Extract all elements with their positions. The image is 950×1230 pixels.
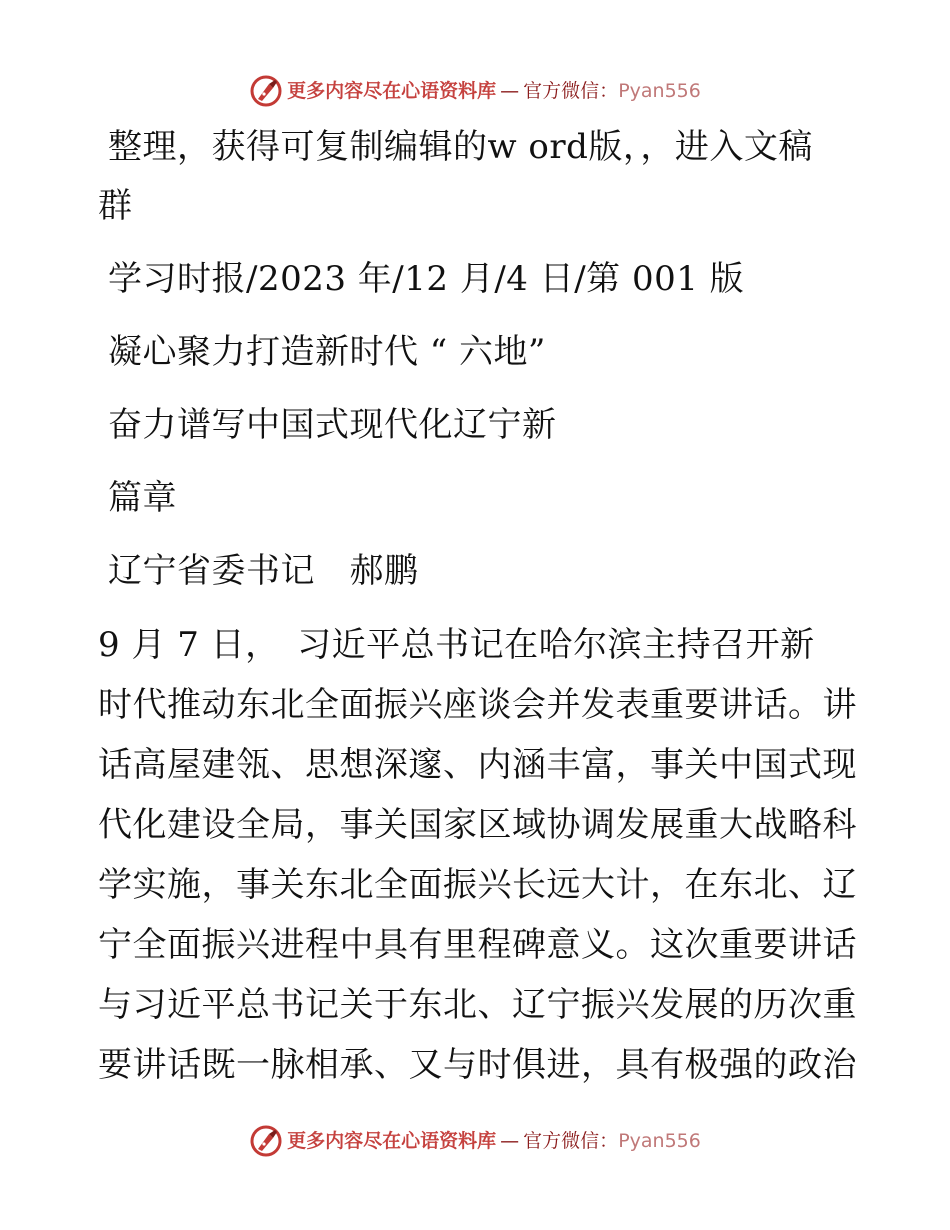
pen-nib-logo-icon	[249, 74, 283, 108]
footer-banner	[0, 1121, 950, 1161]
body-line: 代化建设全局，事关国家区域协调发展重大战略科	[98, 805, 857, 845]
note-line-2: 群	[98, 186, 133, 226]
body-line: 要讲话既一脉相承、又与时俱进，具有极强的政治	[98, 1045, 857, 1085]
body-line: 与习近平总书记关于东北、辽宁振兴发展的历次重	[98, 985, 857, 1025]
body-line: 9 月 7 日， 习近平总书记在哈尔滨主持召开新	[98, 625, 815, 665]
footer-site-text: 更多内容尽在心语资料库	[287, 1129, 497, 1152]
document-content	[98, 118, 858, 1095]
banner-separator: —	[500, 79, 520, 102]
body-line: 话高屋建瓴、思想深邃、内涵丰富，事关中国式现	[98, 745, 857, 785]
footer-wechat-id: Pyan556	[618, 1129, 701, 1152]
title-line-1: 凝心聚力打造新时代 “ 六地”	[108, 332, 546, 372]
footer-separator: —	[500, 1129, 520, 1152]
banner-official-label: 官方微信：	[523, 79, 619, 102]
banner-site-text: 更多内容尽在心语资料库	[287, 79, 497, 102]
title-line-3: 篇章	[108, 478, 177, 518]
footer-official-label: 官方微信：	[523, 1129, 619, 1152]
note-line-1: 整理，获得可复制编辑的w ord版，，进入文稿	[108, 127, 813, 167]
body-line: 学实施，事关东北全面振兴长远大计，在东北、辽	[98, 865, 857, 905]
banner-wechat-id: Pyan556	[618, 79, 701, 102]
body-line: 宁全面振兴进程中具有里程碑意义。这次重要讲话	[98, 925, 857, 965]
body-line: 时代推动东北全面振兴座谈会并发表重要讲话。讲	[98, 685, 857, 725]
author-line: 辽宁省委书记 郝鹏	[108, 551, 419, 591]
pen-nib-logo-icon	[249, 1124, 283, 1158]
title-line-2: 奋力谱写中国式现代化辽宁新	[108, 405, 557, 445]
header-banner	[0, 71, 950, 111]
source-line: 学习时报/2023 年/12 月/4 日/第 001 版	[108, 259, 745, 299]
